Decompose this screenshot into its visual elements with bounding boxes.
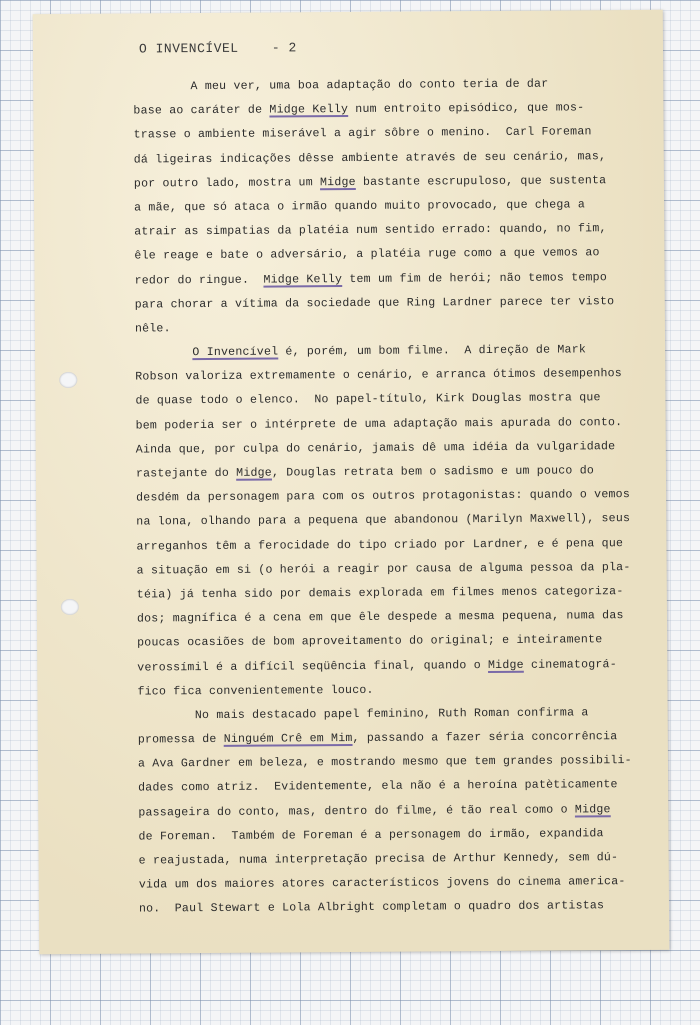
text-line: para chorar a vítima da sociedade que Ring Lardner parece ter visto	[134, 294, 615, 312]
text-line: rastejante do Midge, Douglas retrata bem o sadismo e um pouco do	[135, 464, 595, 481]
text-line: dá ligeiras indicações dêsse ambiente através de seu cenário, mas,	[133, 149, 607, 167]
text-line: êle reage e bate o adversário, a platéia ruge como a que vemos ao	[134, 246, 600, 263]
underlined-title: Midge	[236, 466, 272, 480]
text-line: fico fica convenientemente louco.	[137, 683, 374, 699]
underlined-title: Midge	[319, 175, 356, 189]
text-line: dades como atriz. Evidentemente, ela não é a heroína patèticamente	[138, 778, 618, 795]
text-line: O Invencível é, porém, um bom filme. A direção de Mark	[192, 343, 587, 360]
underlined-title: Midge	[574, 802, 611, 817]
text-line: a Ava Gardner em beleza, e mostrando mesmo que tem grandes possibili-	[137, 754, 632, 771]
text-line: base ao caráter de Midge Kelly num entroito episódico, que mos-	[133, 101, 585, 118]
text-line: e reajustada, numa interpretação precisa de Arthur Kennedy, sem dú-	[138, 851, 619, 868]
text-line: bem poderia ser o intérprete de uma adaptação mais apurada do conto.	[135, 415, 623, 433]
text-line: No mais destacado papel feminino, Ruth Roman confirma a	[137, 706, 589, 723]
text-line: desdém da personagem para com os outros protagonistas: quando o vemos	[136, 488, 631, 505]
text-line: de quase todo o elenco. No papel-título, Kirk Douglas mostra que	[135, 391, 601, 408]
page-header	[139, 40, 297, 56]
text-line: na lona, olhando para a pequena que abandonou (Marilyn Maxwell), seus	[136, 512, 631, 529]
text-line: Robson valoriza extremamente o cenário, e arranca ótimos desempenhos	[135, 367, 623, 384]
text-line: Ainda que, por culpa do cenário, jamais dê uma idéia da vulgaridade	[135, 439, 616, 457]
text-line: vida um dos maiores atores característicos jovens do cinema america-	[138, 875, 626, 892]
text-line: por outro lado, mostra um Midge bastante escrupuloso, que sustenta	[133, 173, 607, 191]
text-line: verossímil é a difícil seqüência final, quando o Midge cinematográ-	[137, 657, 617, 674]
typed-text-body	[133, 72, 639, 922]
text-line: no. Paul Stewart e Lola Albright completam o quadro dos artistas	[138, 899, 605, 916]
text-line: passageira do conto, mas, dentro do filme, é tão real como o Midge	[138, 802, 611, 820]
text-line: de Foreman. Também de Foreman é a personagem do irmão, expandida	[138, 827, 604, 844]
text-line: poucas ocasiões de bom aproveitamento do original; e inteiramente	[137, 633, 603, 650]
text-line: a situação em si (o herói a reagir por causa de alguma pessoa da pla-	[136, 560, 631, 578]
page-number: - 2	[271, 40, 297, 56]
document-title: O INVENCÍVEL	[138, 40, 239, 57]
underlined-title: Ninguém Crê em Mim	[223, 732, 353, 746]
punch-hole	[59, 372, 77, 388]
document-sheet	[33, 10, 670, 954]
underlined-title: Midge Kelly	[269, 103, 349, 117]
underlined-title: Midge Kelly	[263, 272, 343, 287]
underlined-title: O Invencível	[192, 345, 279, 360]
text-line: A meu ver, uma boa adaptação do conto teria de dar	[133, 77, 549, 94]
text-line: trasse o ambiente miserável a agir sôbre o menino. Carl Foreman	[133, 125, 592, 142]
underlined-title: Midge	[487, 658, 524, 672]
text-line: promessa de Ninguém Crê em Mim, passando a fazer séria concorrência	[137, 730, 618, 747]
text-line: redor do ringue. Midge Kelly tem um fim de herói; não temos tempo	[134, 270, 608, 288]
text-line: a mãe, que só ataca o irmão quando muito provocado, que chega a	[134, 198, 586, 215]
text-line: dos; magnífica é a cena em que êle despede a mesma pequena, numa das	[136, 609, 624, 626]
text-line: nêle.	[134, 322, 171, 336]
punch-hole	[61, 599, 79, 615]
text-line: atrair as simpatias da platéia num sentido errado: quando, no fim,	[134, 222, 607, 239]
text-line: téia) já tenha sido por demais explorada em filmes menos categoriza-	[136, 585, 624, 602]
text-line: arreganhos têm a ferocidade do tipo criado por Lardner, e é pena que	[136, 536, 624, 554]
